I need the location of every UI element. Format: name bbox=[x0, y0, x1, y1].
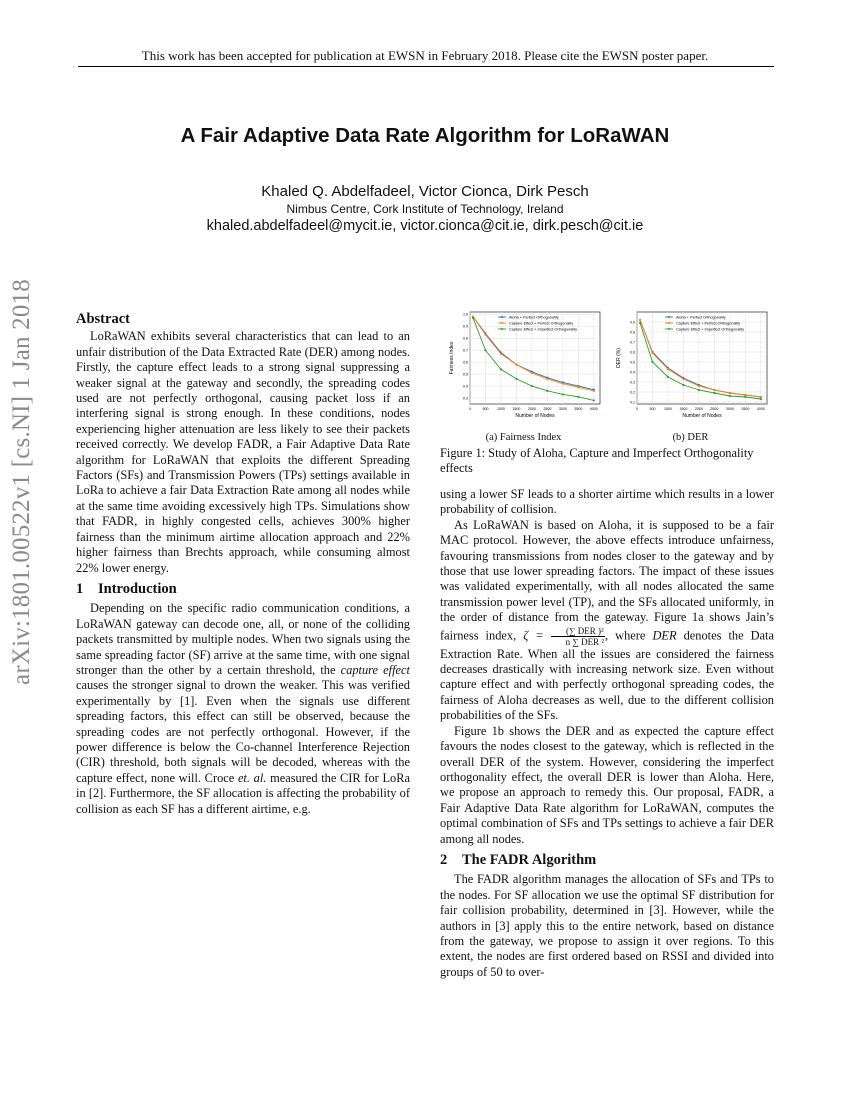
fairness-mid: , where bbox=[605, 628, 653, 642]
section-1-title: Introduction bbox=[98, 580, 177, 597]
x-tick-label: 4000 bbox=[756, 407, 765, 411]
intro-text-c: measured the CIR for LoRa in [2]. Furthermore, the SF allocation is affecting the probability of collision as each SF has a different airtime, e.g. bbox=[76, 770, 410, 816]
x-tick-label: 3000 bbox=[725, 407, 734, 411]
x-tick-label: 1500 bbox=[512, 407, 521, 411]
paper-title: A Fair Adaptive Data Rate Algorithm for LoRaWAN bbox=[180, 124, 670, 147]
data-point bbox=[682, 378, 684, 380]
x-tick-label: 1000 bbox=[496, 407, 505, 411]
zeta-symbol: ζ = bbox=[523, 628, 544, 642]
data-point bbox=[577, 396, 579, 398]
data-point bbox=[593, 399, 595, 401]
data-point bbox=[760, 398, 762, 400]
jain-fraction bbox=[551, 626, 605, 647]
y-tick-label: 0.7 bbox=[630, 340, 635, 345]
fairness-text: As LoRaWAN is based on Aloha, it is supposed to be a fair MAC protocol. However, the above effects introduce unfairness, favouring transmissions from nodes closer to the gateway and by those that use lower spreading factors. The impact of these issues was validated experimentally, with all nodes allocated the same transmission power level (TP), and the SFs allocated uniformly, in the order of distance from the gateway. Figure 1a shows Jain’s fairness index, bbox=[440, 517, 774, 642]
abstract-heading: Abstract bbox=[76, 311, 130, 327]
intro-etal: et. al. bbox=[237, 770, 267, 785]
data-point bbox=[546, 390, 548, 392]
legend-marker bbox=[501, 322, 503, 324]
y-tick-label: 0.9 bbox=[630, 320, 635, 325]
x-tick-label: 0 bbox=[636, 407, 638, 411]
emails: khaled.abdelfadeel@mycit.ie, victor.cionca@cit.ie, dirk.pesch@cit.ie bbox=[206, 218, 644, 234]
intro-text-a: Depending on the specific radio communication conditions, a LoRaWAN gateway can decode one, all, or none of the colliding packets transmitted by multiple nodes. When two signals using the same spreading factor (SF) arrive at the same time, with one signal stronger than the other by a certain threshold, the bbox=[76, 601, 410, 677]
y-tick-label: 0.8 bbox=[463, 336, 468, 341]
chart-fairness-index bbox=[440, 306, 607, 426]
x-tick-label: 2000 bbox=[694, 407, 703, 411]
data-point bbox=[500, 368, 502, 370]
legend-label: Aloha + Perfect Orthogonality bbox=[509, 315, 559, 320]
data-point bbox=[729, 395, 731, 397]
legend-label: Capture Effect + Imperfect Orthogonality bbox=[509, 327, 577, 332]
data-point bbox=[500, 353, 502, 355]
data-point bbox=[639, 322, 641, 324]
data-point bbox=[744, 396, 746, 398]
x-tick-label: 2500 bbox=[710, 407, 719, 411]
data-point bbox=[577, 386, 579, 388]
x-tick-label: 0 bbox=[469, 407, 471, 411]
y-tick-label: 0.2 bbox=[630, 390, 635, 395]
fraction-numerator: (∑ DER )² bbox=[551, 626, 605, 637]
y-axis-label: DER (%) bbox=[616, 348, 622, 368]
x-tick-label: 500 bbox=[649, 407, 656, 411]
x-axis-label: Number of Nodes bbox=[515, 413, 555, 419]
section-1-number: 1 bbox=[76, 580, 84, 597]
data-point bbox=[760, 396, 762, 398]
data-point bbox=[484, 334, 486, 336]
section-2-number: 2 bbox=[440, 851, 448, 868]
section-2-heading bbox=[440, 853, 774, 868]
x-tick-label: 3500 bbox=[574, 407, 583, 411]
data-point bbox=[713, 392, 715, 394]
plot-frame bbox=[470, 312, 600, 404]
legend-label: Aloha + Perfect Orthogonality bbox=[676, 315, 726, 320]
data-point bbox=[531, 372, 533, 374]
y-tick-label: 0.6 bbox=[630, 350, 635, 355]
data-point bbox=[515, 363, 517, 365]
legend-label: Capture Effect + Perfect Orthogonality bbox=[509, 321, 574, 326]
y-tick-label: 0.3 bbox=[630, 380, 635, 385]
data-point bbox=[484, 349, 486, 351]
intro-paragraph bbox=[76, 601, 410, 817]
y-axis-label: Fairness Index bbox=[449, 341, 455, 375]
data-point bbox=[562, 383, 564, 385]
chart-der bbox=[607, 306, 774, 426]
x-tick-label: 1000 bbox=[663, 407, 672, 411]
der-paragraph: Figure 1b shows the DER and as expected the capture effect favours the nodes closest to the gateway, which is reflected in the overall DER of the system. However, considering the imperfect orthogonality effect, the overall DER is lower than Aloha. Here, we propose an approach to remedy this. Our proposal, FADR, a Fair Adaptive Data Rate algorithm for LoRaWAN, computes the optimal combination of SFs and TPs settings to achieve a fair DER among all nodes. bbox=[440, 723, 774, 846]
x-tick-label: 3000 bbox=[558, 407, 567, 411]
data-point bbox=[531, 385, 533, 387]
intro-emphasis: capture effect bbox=[340, 662, 410, 677]
data-point bbox=[593, 390, 595, 392]
legend-label: Capture Effect + Imperfect Orthogonality bbox=[676, 327, 744, 332]
y-tick-label: 0.6 bbox=[463, 360, 468, 365]
continued-paragraph: using a lower SF leads to a shorter airtime which results in a lower probability of collision. bbox=[440, 487, 774, 517]
data-point bbox=[667, 376, 669, 378]
left-column bbox=[76, 312, 410, 817]
data-point bbox=[713, 389, 715, 391]
data-point bbox=[698, 385, 700, 387]
abstract-text: LoRaWAN exhibits several characteristics that can lead to an unfair distribution of the Data Extracted Rate (DER) among nodes. Firstly, the capture effect leads to a strong signal suppressing a weaker signal at the gateway and secondly, the spreading codes used are not perfectly orthogonal, causing packet loss if an interfering signal is strong enough. In these conditions, nodes experiencing higher attenuation are less likely to see their packets received correctly. We develop FADR, a Fair Adaptive Data Rate algorithm for LoRaWAN that exploits the different Spreading Factors (SFs) and Transmission Powers (TPs) settings available in LoRa to achieve a fair Data Extraction Rate among all nodes while at the same time avoiding excessively high TPs. Simulations show that FADR, in highly congested cells, achieves 300% higher fairness than the minimum airtime allocation approach and 22% higher fairness than Brechts approach, while consuming almost 22% lower energy. bbox=[76, 329, 410, 575]
y-tick-label: 0.5 bbox=[463, 372, 468, 377]
x-tick-label: 4000 bbox=[589, 407, 598, 411]
affiliation: Nimbus Centre, Cork Institute of Technology, Ireland bbox=[286, 202, 564, 216]
right-column bbox=[440, 487, 774, 980]
data-point bbox=[472, 317, 474, 319]
der-emphasis: DER bbox=[652, 628, 677, 642]
data-point bbox=[546, 378, 548, 380]
fairness-paragraph bbox=[440, 518, 774, 724]
legend-marker bbox=[668, 328, 670, 330]
data-point bbox=[698, 389, 700, 391]
y-tick-label: 0.4 bbox=[463, 384, 468, 389]
data-point bbox=[651, 361, 653, 363]
data-point bbox=[667, 368, 669, 370]
y-tick-label: 1.0 bbox=[463, 312, 468, 317]
x-tick-label: 500 bbox=[482, 407, 489, 411]
data-point bbox=[639, 319, 641, 321]
authors: Khaled Q. Abdelfadeel, Victor Cionca, Dirk Pesch bbox=[261, 183, 589, 200]
legend-marker bbox=[668, 322, 670, 324]
x-tick-label: 3500 bbox=[741, 407, 750, 411]
y-tick-label: 0.7 bbox=[463, 348, 468, 353]
section-2-title: The FADR Algorithm bbox=[462, 851, 597, 868]
y-tick-label: 0.1 bbox=[630, 400, 635, 405]
data-point bbox=[562, 393, 564, 395]
data-point bbox=[515, 378, 517, 380]
legend-marker bbox=[501, 328, 503, 330]
fairness-text-end: denotes the Data Extraction Rate. When all the issues are considered the fairness decreases drastically with increasing network size. Even without capture effect and with perfectly orthogonal spreading codes, the fairness of Aloha decreases as well, due to the different collision probabilities of the SFs. bbox=[440, 628, 774, 723]
legend-marker bbox=[668, 316, 670, 318]
fraction-denominator: n ∑ DER ² bbox=[565, 636, 605, 647]
intro-text-b: causes the stronger signal to drown the weaker. This was verified experimentally by [1]. Even when the signals use different spreading factors, this effect can still be observed, because the spreading codes are not perfectly orthogonal. However, if the power difference is below the Co-channel Interference Rejection (CIR) threshold, both signals will be decoded, whereas with the capture effect, none will. Croce bbox=[76, 678, 410, 785]
x-tick-label: 2000 bbox=[527, 407, 536, 411]
legend-label: Capture Effect + Perfect Orthogonality bbox=[676, 321, 741, 326]
y-tick-label: 0.8 bbox=[630, 330, 635, 335]
y-tick-label: 0.5 bbox=[630, 360, 635, 365]
legend-marker bbox=[501, 316, 503, 318]
y-tick-label: 0.3 bbox=[463, 396, 468, 401]
data-point bbox=[682, 384, 684, 386]
x-axis-label: Number of Nodes bbox=[682, 413, 722, 419]
header-note: This work has been accepted for publication at EWSN in February 2018. Please cite the EWSN poster paper. bbox=[141, 48, 709, 63]
y-tick-label: 0.4 bbox=[630, 370, 635, 375]
data-point bbox=[651, 352, 653, 354]
arxiv-stamp bbox=[2, 279, 42, 685]
arxiv-stamp-text: arXiv:1801.00522v1 [cs.NI] 1 Jan 2018 bbox=[8, 279, 35, 685]
data-point bbox=[744, 394, 746, 396]
x-tick-label: 1500 bbox=[679, 407, 688, 411]
subfigure-b-label: (b) DER bbox=[672, 432, 709, 443]
header-rule bbox=[78, 66, 774, 67]
y-tick-label: 0.9 bbox=[463, 324, 468, 329]
data-point bbox=[729, 392, 731, 394]
x-tick-label: 2500 bbox=[543, 407, 552, 411]
subfigure-a-label: (a) Fairness Index bbox=[485, 432, 562, 443]
section-1-heading bbox=[76, 582, 410, 597]
figure-caption: Figure 1: Study of Aloha, Capture and Imperfect Orthogonality effects bbox=[440, 446, 754, 476]
fadr-paragraph: The FADR algorithm manages the allocation of SFs and TPs to the nodes. For SF allocation we use the optimal SF distribution for fair collision probability, determined in [3]. However, while the authors in [3] apply this to the entire network, based on distance from the gateway, we propose to assign it over regions. To this extent, the nodes are first ordered based on RSSI and divided into groups of 50 to over- bbox=[440, 872, 774, 979]
